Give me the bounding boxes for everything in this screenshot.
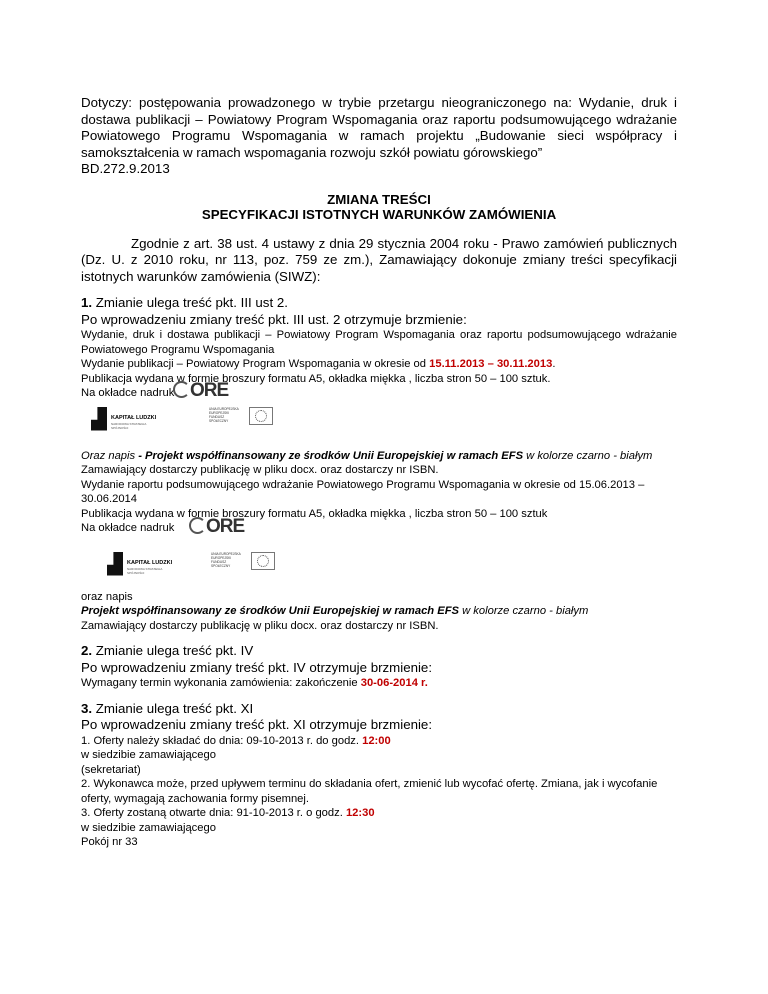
s1-p2c: . <box>552 358 556 370</box>
s1-p9: oraz napis <box>81 590 133 603</box>
eu-flag-icon <box>249 407 273 425</box>
s1-p2 <box>81 357 677 372</box>
s1-p2b: 15.11.2013 – 30.11.2013 <box>429 358 553 370</box>
kapital-ludzki-logo: KAPITAŁ LUDZKI NARODOWA STRATEGIA SPÓJNOŚCI <box>91 407 163 433</box>
s1-h2: Po wprowadzeniu zmiany treść pkt. III ust. 2 otrzymuje brzmienie: <box>81 311 467 327</box>
lead-paragraph: Zgodnie z art. 38 ust. 4 ustawy z dnia 29 stycznia 2004 roku - Prawo zamówień publicznych (Dz. U. z 2010 roku, nr 113, poz. 759 ze zm.), Zamawiający dokonuje zmiany treści specyfikacji istotnych warunków zamówienia (SIWZ): <box>81 235 677 284</box>
s3-p5b: 12:30 <box>345 807 375 819</box>
s3-h1: Zmianie ulega treść pkt. XI <box>92 700 254 716</box>
intro-dotyczy: Dotyczy: postępowania prowadzonego w trybie przetargu nieograniczonego na: Wydanie, druk i dostawa publikacji – Powiatowy Program Wspomagania oraz raportu podsumowującego wdrażanie Powiatowego Programu Wspomagania w ramach projektu „Budowanie sieci współpracy i samokształcenia w ramach wspomagania rozwoju szkół powiatu górowskiego” <box>81 95 677 160</box>
s1-p3: Publikacja wydana w formie broszury formatu A5, okładka miękka , liczba stron 50 – 100 sztuk. <box>81 372 551 385</box>
s3-p5a: 3. Oferty zostaną otwarte dnia: 91-10-2013 r. o godz. <box>81 807 346 819</box>
logos-row-2 <box>81 536 677 586</box>
s1-oraz-a: Oraz napis <box>81 449 139 462</box>
s1-oraz <box>81 449 677 464</box>
eu-flag-icon <box>251 552 275 570</box>
s2-h2: Po wprowadzeniu zmiany treść pkt. IV otrzymuje brzmienie: <box>81 659 433 675</box>
logos-row-1 <box>81 401 677 445</box>
s1-oraz-b: - Projekt współfinansowany ze środków Unii Europejskiej w ramach EFS <box>138 449 524 462</box>
s1-p5: Zamawiający dostarczy publikację w pliku docx. oraz dostarczy nr ISBN. <box>81 464 439 476</box>
s2-num: 2. <box>81 643 93 658</box>
kapital-ludzki-mark-icon <box>91 407 107 431</box>
s3-p1a: 1. Oferty należy składać do dnia: 09-10-2013 r. do godz. <box>81 734 363 747</box>
s1-p7: Publikacja wydana w formie broszury formatu A5, okładka miękka , liczba stron 50 – 100 sztuk <box>81 507 548 520</box>
s1-oraz-c: w kolorze czarno - białym <box>523 449 653 462</box>
s1-p2a: Wydanie publikacji – Powiatowy Program Wspomagania w okresie od <box>81 358 430 370</box>
s2-p1 <box>81 676 677 691</box>
s2-h1: Zmianie ulega treść pkt. IV <box>92 643 254 658</box>
s1-h1: Zmianie ulega treść pkt. III ust 2. <box>92 295 288 310</box>
s3-p6: w siedzibie zamawiającego <box>81 821 216 834</box>
s1-p8-row <box>81 516 677 537</box>
kapital-ludzki-mark-icon <box>107 552 123 576</box>
s3-p1 <box>81 734 677 749</box>
s1-p10a: Projekt współfinansowany ze środków Unii Europejskiej w ramach EFS <box>81 605 459 617</box>
ue-logo-2: UNIA EUROPEJSKA EUROPEJSKI FUNDUSZ SPOŁECZNY <box>211 550 291 574</box>
s1-heading <box>81 295 677 312</box>
s2-heading <box>81 643 677 660</box>
s3-p7: Pokój nr 33 <box>81 836 138 848</box>
intro-ref: BD.272.9.2013 <box>81 161 170 176</box>
s3-p5 <box>81 806 677 821</box>
s3-h2: Po wprowadzeniu zmiany treść pkt. XI otrzymuje brzmienie: <box>81 717 433 732</box>
ore-circle-icon <box>173 381 190 398</box>
ore-circle-icon <box>189 517 206 534</box>
title-line1: ZMIANA TREŚCI <box>327 191 431 207</box>
s3-p4: 2. Wykonawca może, przed upływem terminu do składania ofert, zmienić lub wycofać ofertę. Zmiana, jak i wycofanie oferty, wymagają zachowania formy pisemnej. <box>81 778 658 805</box>
s1-p6: Wydanie raportu podsumowującego wdrażanie Powiatowego Programu Wspomagania w okresie od 15.06.2013 – 30.06.2014 <box>81 478 645 505</box>
s1-p8: Na okładce nadruk <box>81 522 175 534</box>
s1-p11: Zamawiający dostarczy publikację w pliku docx. oraz dostarczy nr ISBN. <box>81 619 439 632</box>
s1-p10b: w kolorze czarno - białym <box>459 605 589 617</box>
s3-num: 3. <box>81 700 93 716</box>
s1-p10 <box>81 604 677 619</box>
s1-p4: Na okładce nadruk <box>81 387 175 399</box>
s1-p4-row <box>81 380 677 401</box>
s1-p1: Wydanie, druk i dostawa publikacji – Powiatowy Program Wspomagania oraz raportu podsumowującego wdrażanie Powiatowego Programu Wspomagania <box>81 329 677 356</box>
document-page <box>81 95 677 850</box>
ue-logo: UNIA EUROPEJSKA EUROPEJSKI FUNDUSZ SPOŁECZNY <box>209 405 289 429</box>
s1-num: 1. <box>81 295 93 310</box>
kapital-ludzki-logo-2: KAPITAŁ LUDZKI NARODOWA STRATEGIA SPÓJNOŚCI <box>107 552 179 578</box>
s2-p1a: Wymagany termin wykonania zamówienia: zakończenie <box>81 677 361 689</box>
s3-p3: (sekretariat) <box>81 763 141 776</box>
ore-logo: ORE <box>173 381 233 403</box>
s3-heading <box>81 701 677 718</box>
ore-logo-2: ORE <box>189 517 249 539</box>
title-line2: SPECYFIKACJI ISTOTNYCH WARUNKÓW ZAMÓWIENIA <box>201 206 557 222</box>
s3-p2: w siedzibie zamawiającego <box>81 749 216 761</box>
s3-p1b: 12:00 <box>362 734 391 747</box>
s2-p1b: 30-06-2014 r. <box>360 677 428 689</box>
